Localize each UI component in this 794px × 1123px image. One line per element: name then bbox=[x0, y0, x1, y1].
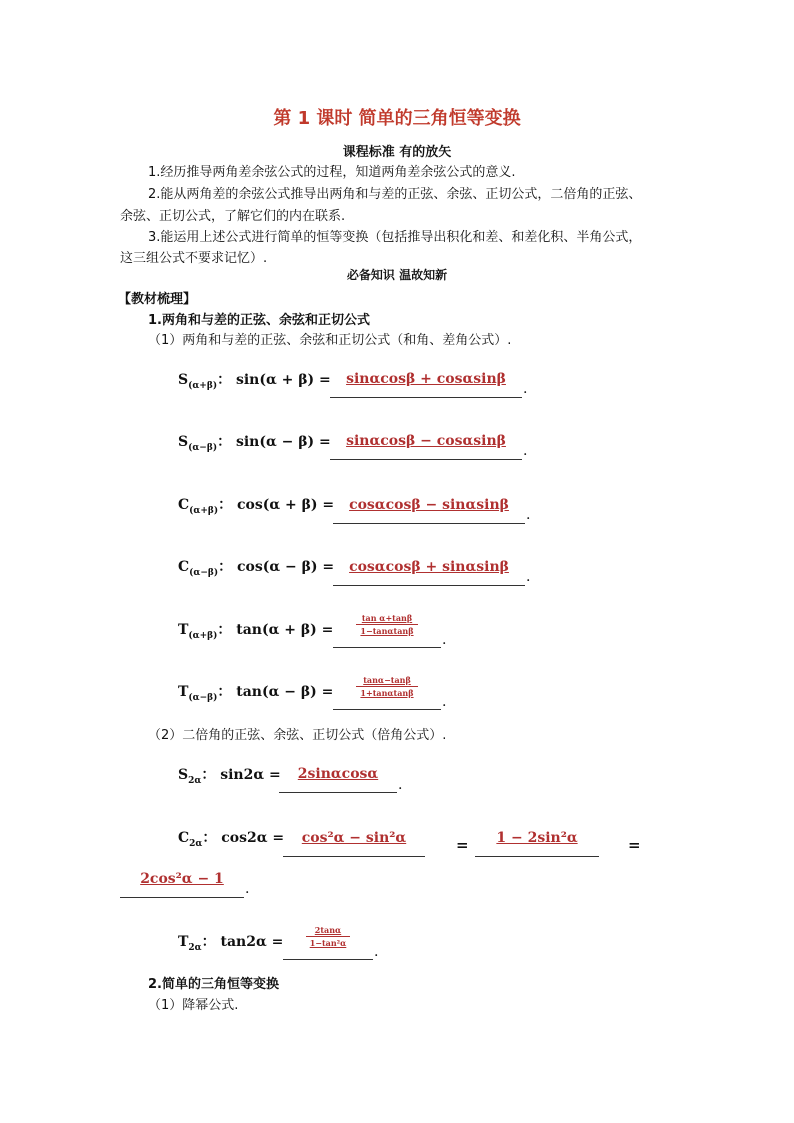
standard-item-2: 2.能从两角差的余弦公式推导出两角和与差的正弦、余弦、正切公式，二倍角的正弦、 bbox=[148, 187, 642, 202]
formula-c2a-answer-1: cos²α − sin²α bbox=[301, 830, 407, 846]
formula-s-sum-answer: sinαcosβ + cosαsinβ bbox=[346, 371, 506, 387]
fraction-denominator: 1−tan²α bbox=[309, 938, 347, 948]
fraction-numerator: tan α+tanβ bbox=[361, 613, 413, 623]
formula-s-diff-blank bbox=[330, 433, 522, 460]
section2-heading: 2.简单的三角恒等变换 bbox=[148, 977, 279, 992]
formula-c2a-blank-3 bbox=[120, 871, 244, 898]
formula-t-sum-fraction bbox=[333, 613, 441, 636]
formula-c2a-blank-2 bbox=[475, 830, 599, 857]
equals-sign: = bbox=[628, 836, 641, 854]
period: . bbox=[523, 443, 528, 459]
formula-t-sum-blank bbox=[333, 613, 441, 648]
formula-c2a-label: $C_{2\alpha}$： cos2α = bbox=[178, 830, 285, 849]
formula-s2a-blank bbox=[279, 766, 397, 793]
formula-s2a-label: $S_{2\alpha}$： sin2α = bbox=[178, 767, 281, 786]
fraction-denominator: 1+tanαtanβ bbox=[360, 688, 414, 698]
formula-s-diff-label: $S_{(\alpha-\beta)}$： sin(α − β) = bbox=[178, 434, 331, 453]
equals-sign: = bbox=[456, 836, 469, 854]
formula-c-diff-label: $C_{(\alpha-\beta)}$： cos(α − β) = bbox=[178, 559, 335, 578]
fraction-numerator: 2tanα bbox=[314, 925, 342, 935]
standard-item-2-cont: 余弦、正切公式，了解它们的内在联系. bbox=[120, 209, 346, 224]
formula-s-diff-answer: sinαcosβ − cosαsinβ bbox=[346, 433, 506, 449]
fraction-denominator: 1−tanαtanβ bbox=[360, 626, 414, 636]
section1-sub1: （1）两角和与差的正弦、余弦和正切公式（和角、差角公式）. bbox=[148, 333, 512, 348]
standard-item-1: 1.经历推导两角差余弦公式的过程，知道两角差余弦公式的意义. bbox=[148, 165, 516, 180]
period: . bbox=[245, 881, 250, 897]
formula-c-diff-blank bbox=[333, 559, 525, 586]
period: . bbox=[398, 777, 403, 793]
period: . bbox=[374, 944, 379, 960]
standard-item-3-cont: 这三组公式不要求记忆）. bbox=[120, 251, 268, 266]
fraction-bar bbox=[356, 686, 418, 687]
fraction-bar bbox=[356, 624, 418, 625]
formula-s-sum-blank bbox=[330, 371, 522, 398]
formula-s-sum-label: $S_{(\alpha+\beta)}$： sin(α + β) = bbox=[178, 372, 331, 391]
formula-s2a-answer: 2sinαcosα bbox=[297, 766, 379, 782]
page-title: 第 1 课时 简单的三角恒等变换 bbox=[273, 108, 521, 129]
section2-sub1: （1）降幂公式. bbox=[148, 998, 239, 1013]
standard-item-3: 3.能运用上述公式进行简单的恒等变换（包括推导出积化和差、和差化积、半角公式， bbox=[148, 230, 642, 245]
period: . bbox=[523, 381, 528, 397]
period: . bbox=[442, 694, 447, 710]
period: . bbox=[526, 569, 531, 585]
period: . bbox=[442, 632, 447, 648]
standards-heading: 课程标准 有的放矢 bbox=[342, 145, 452, 160]
formula-c2a-answer-3: 2cos²α − 1 bbox=[140, 871, 224, 887]
formula-c-sum-label: $C_{(\alpha+\beta)}$： cos(α + β) = bbox=[178, 497, 335, 516]
formula-c-sum-answer: cosαcosβ − sinαsinβ bbox=[349, 497, 509, 513]
fraction-bar bbox=[306, 936, 350, 937]
section1-sub2: （2）二倍角的正弦、余弦、正切公式（倍角公式）. bbox=[148, 728, 447, 743]
period: . bbox=[526, 507, 531, 523]
formula-t2a-fraction bbox=[283, 925, 373, 948]
formula-c2a-blank-1 bbox=[283, 830, 425, 857]
fraction-numerator: tanα−tanβ bbox=[363, 675, 411, 685]
textbook-heading: 【教材梳理】 bbox=[118, 292, 197, 307]
section1-heading: 1.两角和与差的正弦、余弦和正切公式 bbox=[148, 313, 370, 328]
formula-t2a-label: $T_{2\alpha}$： tan2α = bbox=[178, 934, 284, 953]
formula-t-diff-fraction bbox=[333, 675, 441, 698]
formula-t-sum-label: $T_{(\alpha+\beta)}$： tan(α + β) = bbox=[178, 622, 334, 641]
formula-c2a-answer-2: 1 − 2sin²α bbox=[496, 830, 578, 846]
formula-c-sum-blank bbox=[333, 497, 525, 524]
formula-c-diff-answer: cosαcosβ + sinαsinβ bbox=[349, 559, 509, 575]
knowledge-heading: 必备知识 温故知新 bbox=[346, 268, 448, 282]
formula-t-diff-label: $T_{(\alpha-\beta)}$： tan(α − β) = bbox=[178, 684, 334, 703]
